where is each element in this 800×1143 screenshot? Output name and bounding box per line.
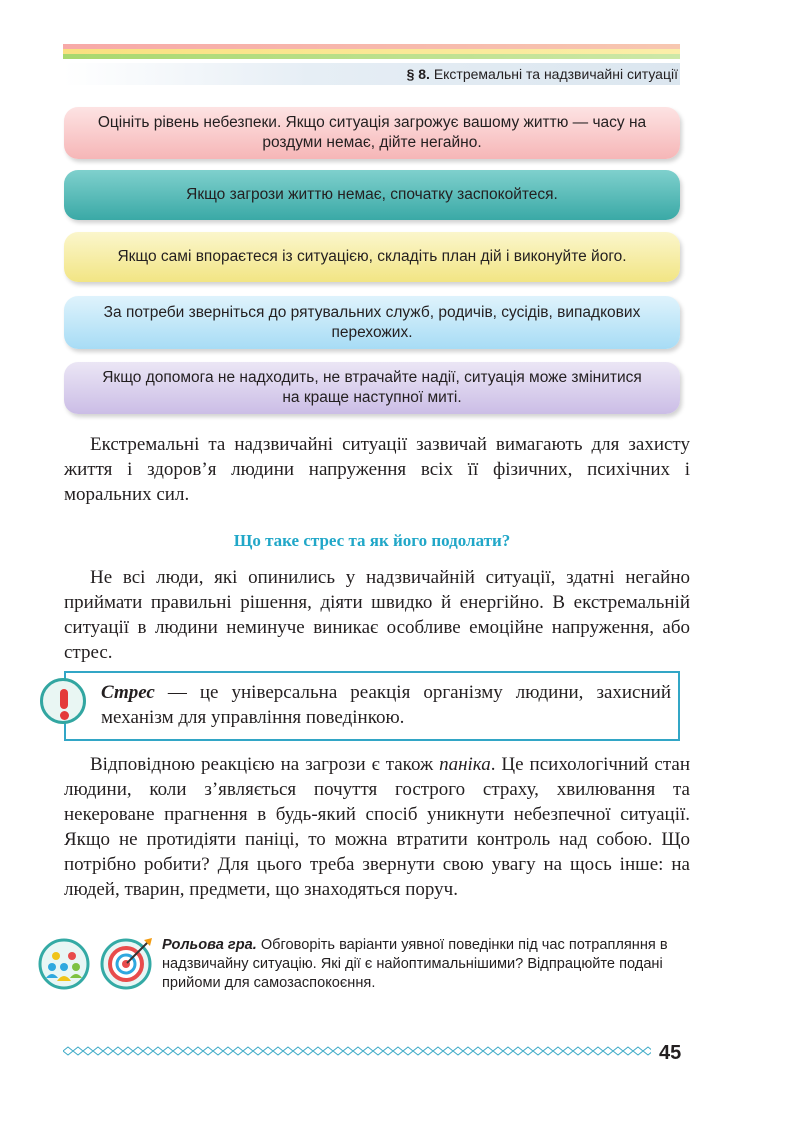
paragraph-extreme-situations: Екстремальні та надзвичайні ситуації зазвичай вимагають для захисту життя і здоров’я людини напруження всіх її фізичних, психічних і моральних сил. bbox=[64, 434, 690, 505]
role-play-label: Рольова гра. bbox=[162, 937, 257, 953]
panic-text-before: Відповідною реакцією на загрози є також bbox=[90, 754, 440, 775]
section-number: § 8. bbox=[406, 66, 430, 82]
target-icon bbox=[100, 934, 156, 990]
tip-text: Якщо допомога не надходить, не втрачайте надії, ситуація може змінитися на краще наступної миті. bbox=[102, 369, 642, 406]
definition-text bbox=[101, 680, 671, 730]
running-header bbox=[63, 63, 680, 85]
footer-decorative-line bbox=[63, 1046, 651, 1056]
definition-body: — це універсальна реакція організму людини, захисний механізм для управління поведінкою. bbox=[101, 682, 671, 728]
exclamation-icon bbox=[40, 678, 86, 724]
tip-box-3 bbox=[64, 232, 680, 282]
role-play-body: Обговоріть варіанти уявної поведінки під час потрапляння в надзвичайну ситуацію. Які дії є найоптимальнішими? Відпрацюйте подані прийоми для самозаспокоєння. bbox=[162, 937, 668, 991]
tip-box-1 bbox=[64, 107, 680, 159]
tip-text: Оцініть рівень небезпеки. Якщо ситуація загрожує вашому життю — часу на роздуми немає, дійте негайно. bbox=[97, 114, 647, 151]
panic-text-after: . Це психологічний стан людини, коли з’являється почуття гострого страху, хвилювання та некероване прагнення в будь-який спосіб уникнути небезпечної ситуації. Якщо не протидіяти паніці, то можна втратити контроль над собою. Що потрібно робити? Для цього треба звернути свою увагу на щось інше: на людей, тварин, предмети, що знаходяться поруч. bbox=[64, 754, 690, 900]
definition-term: Стрес bbox=[101, 682, 155, 703]
role-play-text bbox=[162, 936, 682, 993]
tip-box-5 bbox=[64, 362, 680, 414]
section-heading: Що таке стрес та як його подолати? bbox=[233, 531, 511, 550]
panic-term: паніка bbox=[439, 754, 491, 775]
section-title: Екстремальні та надзвичайні ситуації bbox=[433, 66, 678, 82]
tip-box-4 bbox=[64, 296, 680, 349]
tip-text: Якщо загрози життю немає, спочатку заспокойтеся. bbox=[186, 186, 558, 203]
tip-text: За потреби зверніться до рятувальних служб, родичів, сусідів, випадкових перехожих. bbox=[103, 303, 641, 341]
tip-text: Якщо самі впораєтеся із ситуацією, складіть план дій і виконуйте його. bbox=[117, 248, 627, 265]
paragraph-stress-intro: Не всі люди, які опинились у надзвичайній ситуації, здатні негайно приймати правильні рішення, діяти швидко й енергійно. В екстремальній ситуації в людини неминуче виникає особливе емоційне напруження, або стрес. bbox=[64, 567, 690, 663]
page-number: 45 bbox=[659, 1042, 682, 1064]
tip-box-2 bbox=[64, 170, 680, 220]
header-stripes bbox=[63, 44, 680, 59]
group-work-icon bbox=[38, 938, 90, 990]
paragraph-panic bbox=[64, 752, 690, 902]
